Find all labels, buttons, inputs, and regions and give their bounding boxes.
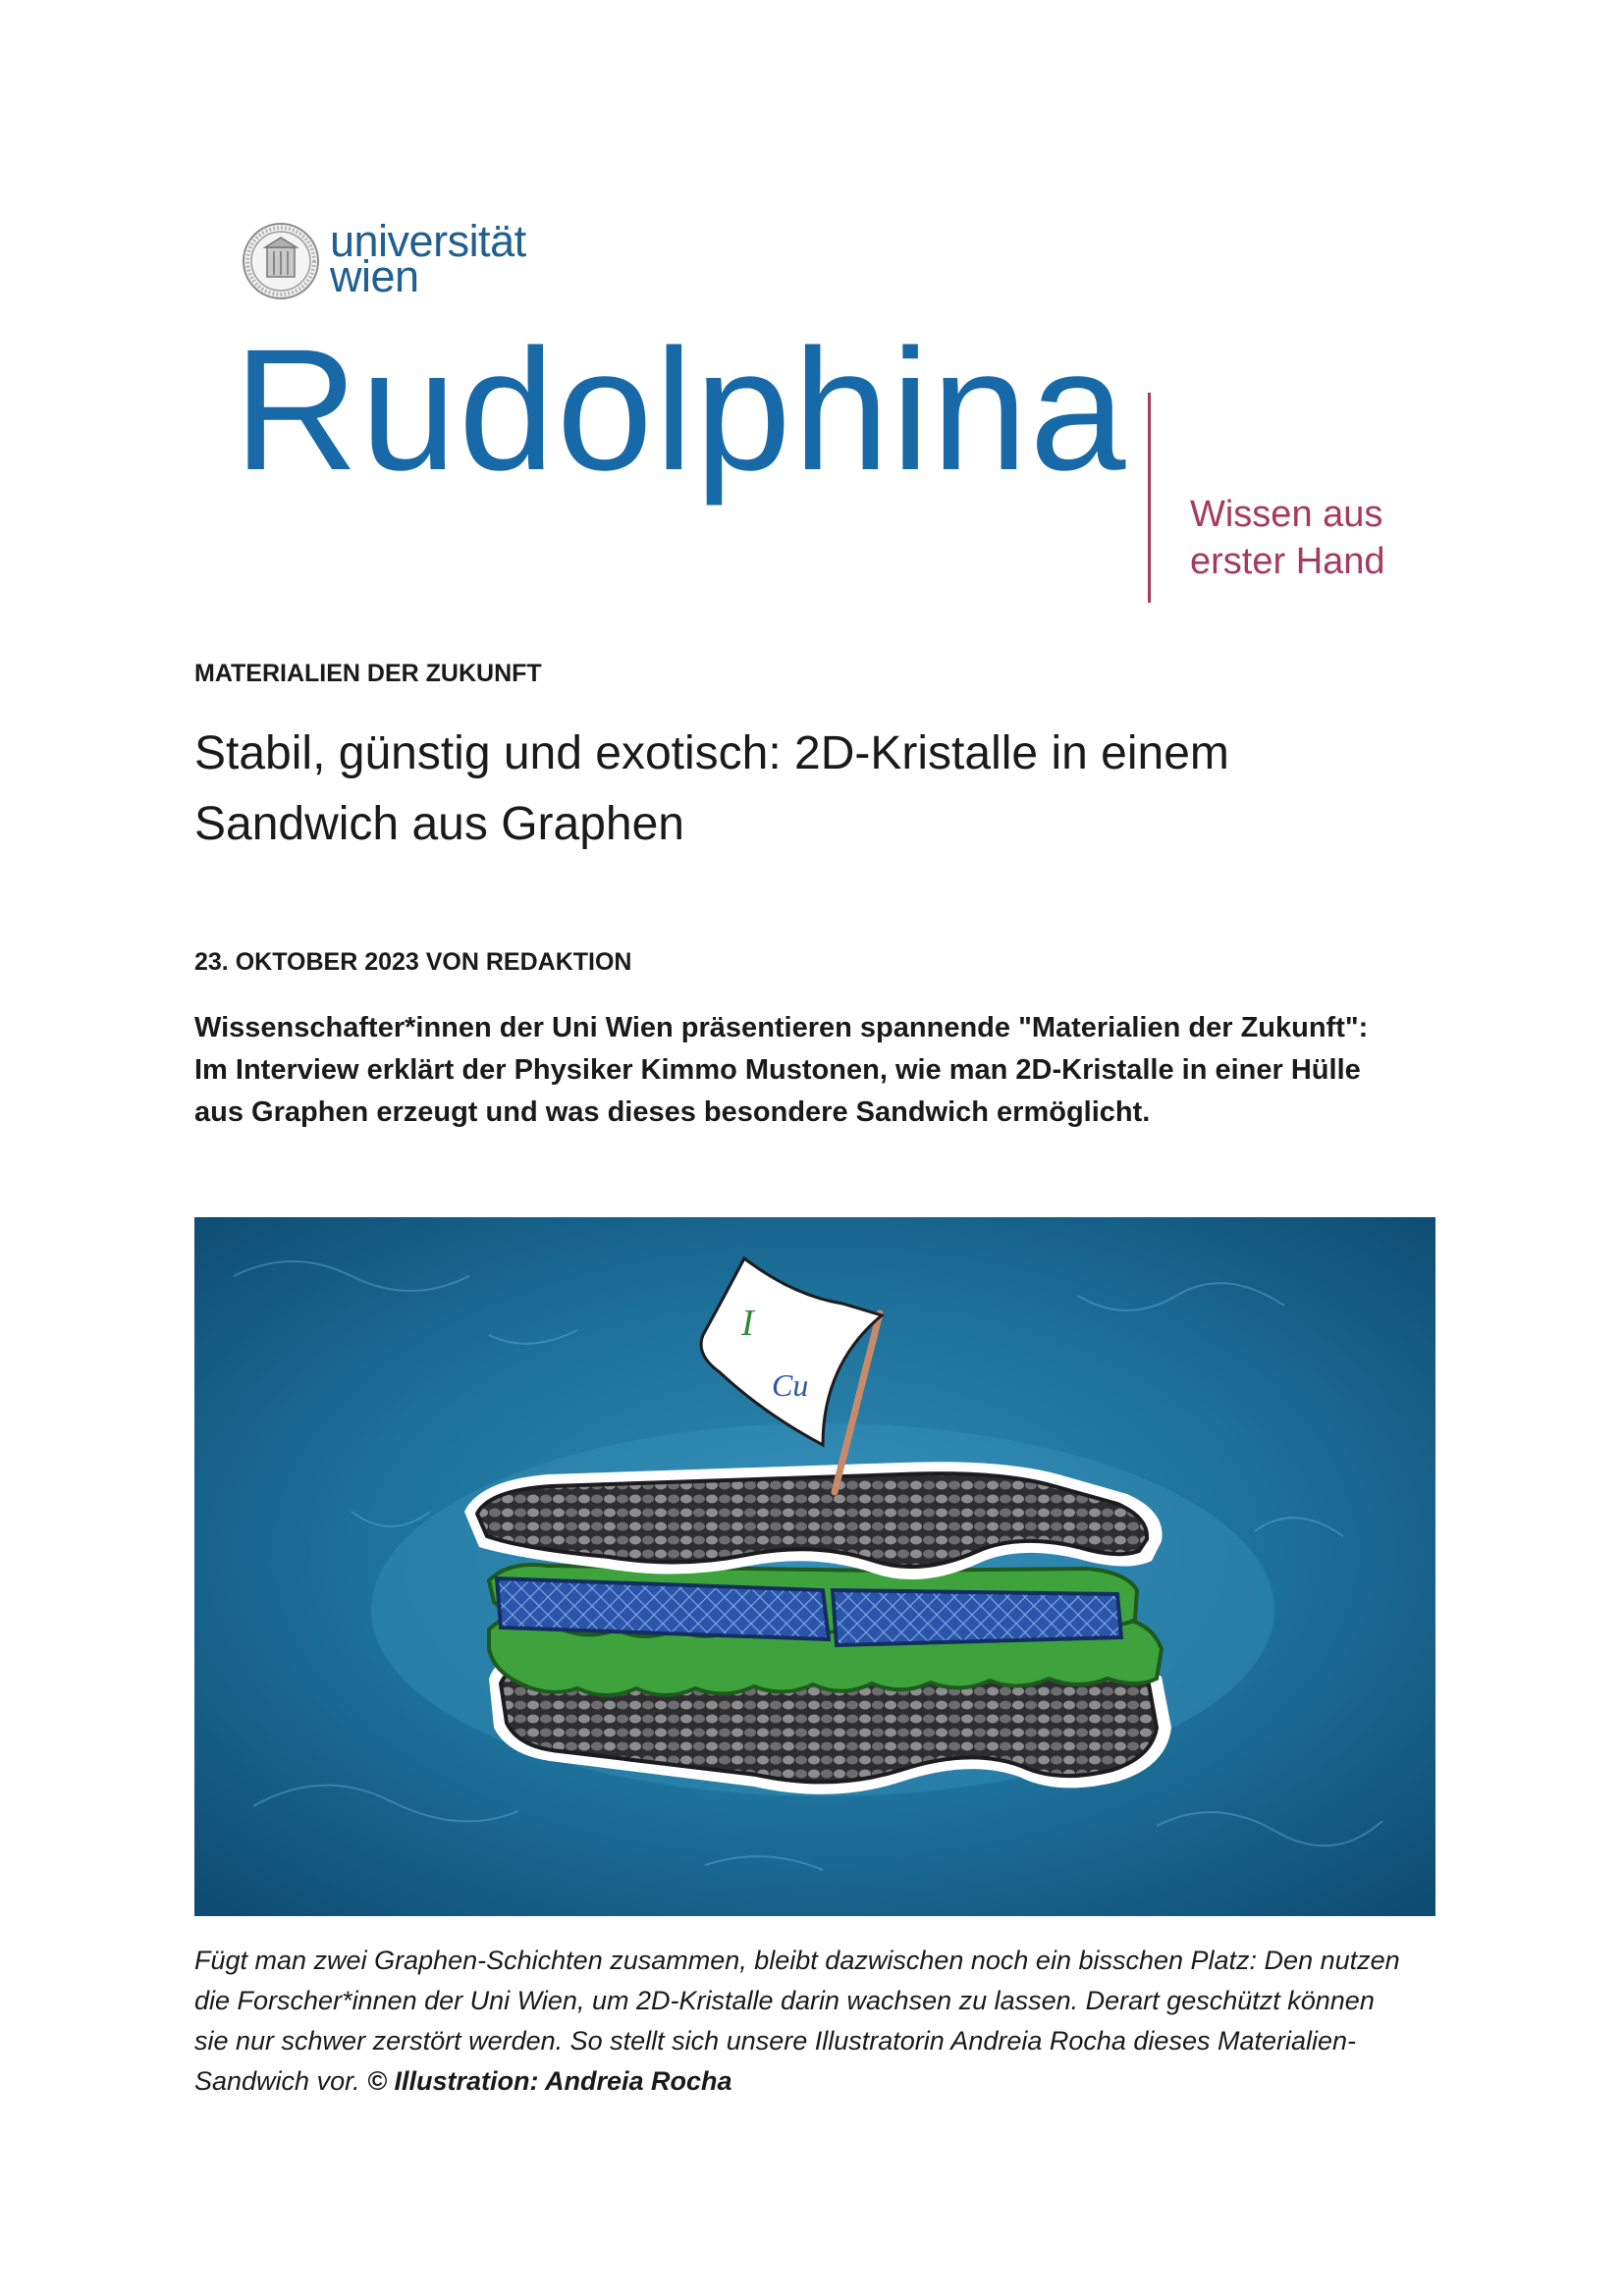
article-byline: 23. OKTOBER 2023 VON REDAKTION <box>194 948 632 976</box>
graphene-sandwich-illustration <box>194 1217 1435 1916</box>
masthead-divider <box>1148 393 1151 603</box>
caption-line3: sie nur schwer zerstört werden. So stellt sich unsere Illustratorin Andreia Rocha dieses Materialien- <box>194 2026 1357 2056</box>
masthead-tagline <box>1190 491 1385 585</box>
lead-line3: aus Graphen erzeugt und was dieses besondere Sandwich ermöglicht. <box>194 1096 1151 1128</box>
illustration-caption <box>194 1941 1435 2102</box>
institution-name-line2: wien <box>330 251 419 301</box>
tagline-line2: erster Hand <box>1190 541 1385 582</box>
university-logo <box>242 216 556 304</box>
caption-credit: © Illustration: Andreia Rocha <box>367 2066 732 2096</box>
headline-line1: Stabil, günstig und exotisch: 2D-Kristalle in einem <box>194 727 1229 779</box>
caption-line1: Fügt man zwei Graphen-Schichten zusammen, bleibt dazwischen noch ein bisschen Platz: Den nutzen <box>194 1946 1400 1975</box>
institution-wordmark <box>330 216 526 301</box>
article-headline <box>194 719 1432 860</box>
flag-letter-top: I <box>741 1303 754 1344</box>
university-seal-icon <box>242 222 320 300</box>
caption-line4: Sandwich vor. <box>194 2066 368 2096</box>
article-kicker: MATERIALIEN DER ZUKUNFT <box>194 660 542 687</box>
caption-line2: die Forscher*innen der Uni Wien, um 2D-Kristalle darin wachsen zu lassen. Derart geschützt können <box>194 1986 1375 2015</box>
masthead-title: Rudolphina <box>234 314 1128 507</box>
lead-line2: Im Interview erklärt der Physiker Kimmo Mustonen, wie man 2D-Kristalle in einer Hülle <box>194 1054 1361 1086</box>
lead-line1: Wissenschafter*innen der Uni Wien präsentieren spannende "Materialien der Zukunft": <box>194 1012 1369 1043</box>
institution-name-line1: universität <box>330 216 526 266</box>
flag-letter-bottom: Cu <box>772 1367 809 1403</box>
tagline-line1: Wissen aus <box>1190 494 1383 535</box>
headline-line2: Sandwich aus Graphen <box>194 798 684 850</box>
crystal-filling <box>489 1565 1162 1695</box>
article-lead <box>194 1007 1432 1134</box>
